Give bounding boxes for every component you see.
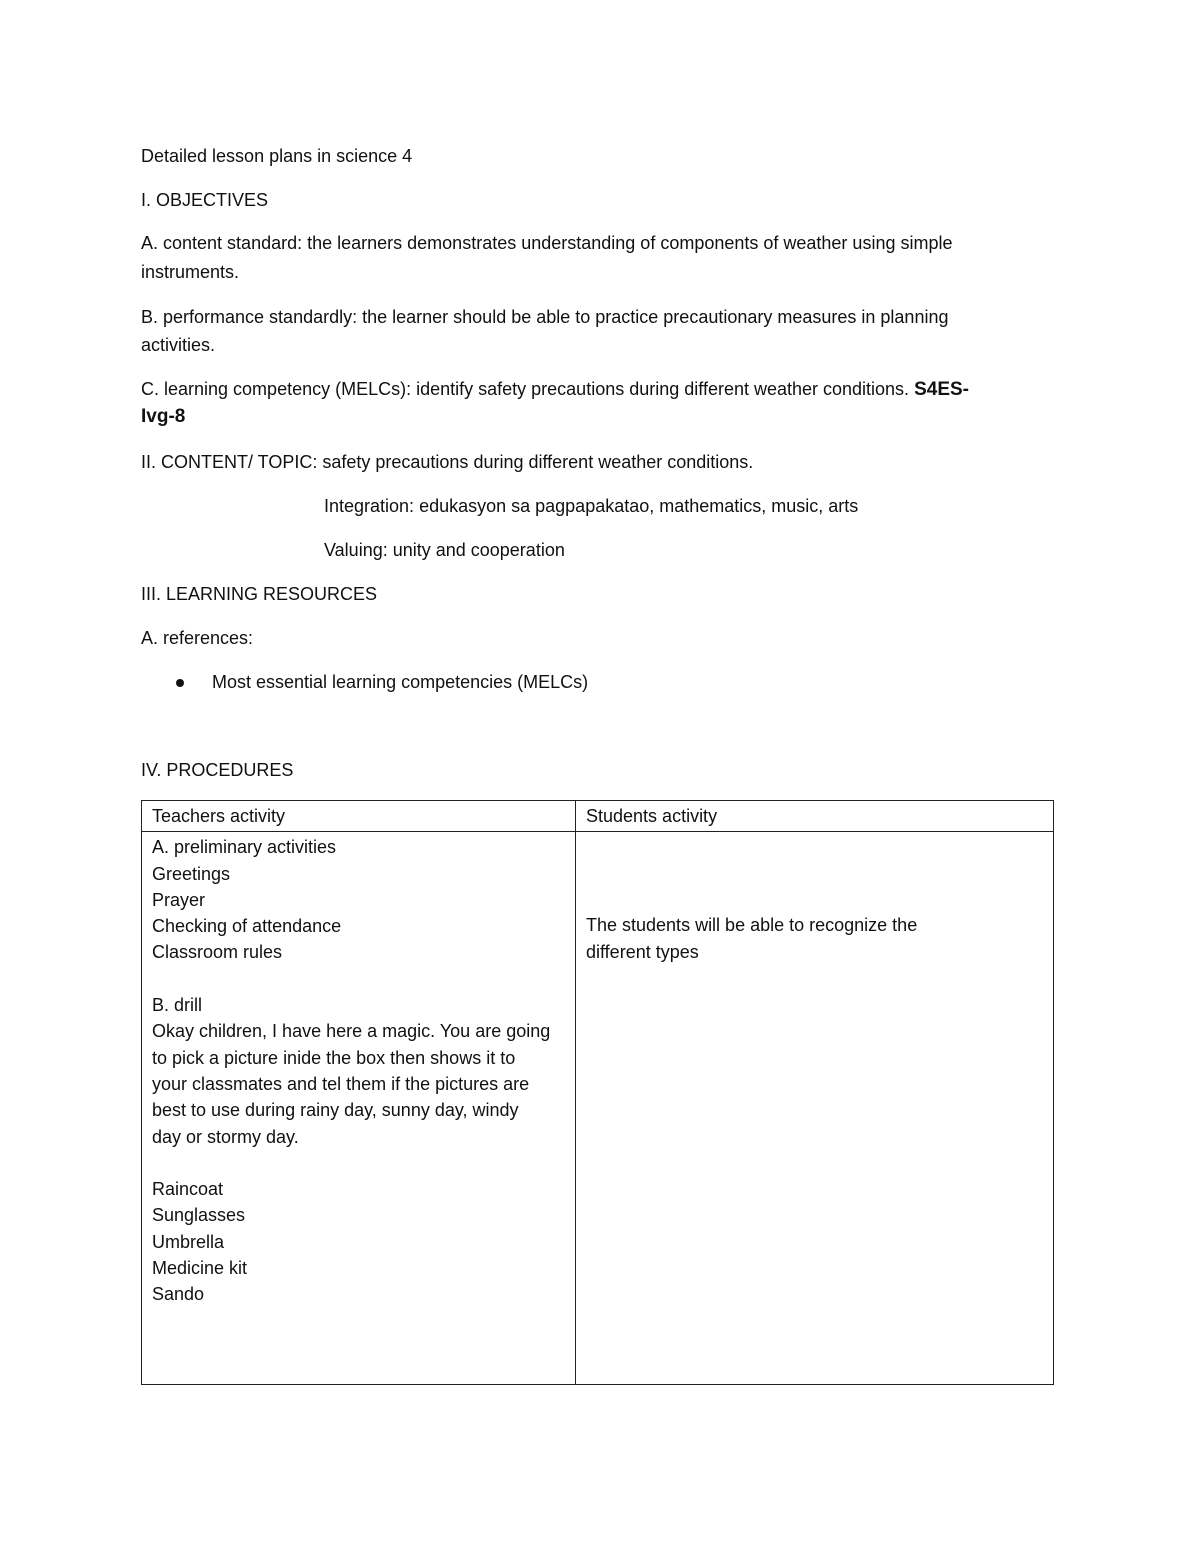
list-item: Sando <box>152 1284 205 1305</box>
list-item: Prayer <box>152 889 206 910</box>
preliminary-label: A. preliminary activities <box>152 837 337 858</box>
procedures-heading: IV. PROCEDURES <box>141 760 294 780</box>
column-header-students: Students activity <box>576 801 1054 832</box>
drill-text-line: Okay children, I have here a magic. You are going <box>152 1021 551 1042</box>
reference-item: Most essential learning competencies (MELCs) <box>212 672 589 692</box>
list-item: Classroom rules <box>152 942 283 963</box>
students-activity-line1: The students will be able to recognize the <box>586 915 918 936</box>
list-item: Raincoat <box>152 1179 224 1200</box>
content-heading: II. CONTENT/ TOPIC: safety precautions during different weather conditions. <box>141 452 754 472</box>
drill-label: B. drill <box>152 995 203 1016</box>
valuing-line: Valuing: unity and cooperation <box>324 540 565 560</box>
list-item: Umbrella <box>152 1231 225 1252</box>
students-activity-line2: different types <box>586 941 699 962</box>
list-item: Sunglasses <box>152 1205 246 1226</box>
objectives-heading: I. OBJECTIVES <box>141 190 269 210</box>
drill-text-line: best to use during rainy day, sunny day, windy <box>152 1100 519 1121</box>
content-standard-line1: A. content standard: the learners demonstrates understanding of components of weather using simple <box>141 233 953 253</box>
integration-line: Integration: edukasyon sa pagpapakatao, mathematics, music, arts <box>324 496 859 516</box>
drill-text-line: your classmates and tel them if the pictures are <box>152 1073 530 1094</box>
learning-competency-line1 <box>141 375 969 404</box>
document-title: Detailed lesson plans in science 4 <box>141 146 413 166</box>
resources-heading: III. LEARNING RESOURCES <box>141 584 378 604</box>
list-item: Checking of attendance <box>152 916 342 937</box>
performance-standard-line2: activities. <box>141 335 216 355</box>
procedures-table <box>141 800 1054 1385</box>
column-header-teachers: Teachers activity <box>142 801 576 832</box>
drill-text-line: to pick a picture inide the box then shows it to <box>152 1047 516 1068</box>
competency-code-part2: Ivg-8 <box>141 406 186 427</box>
table-header-row <box>142 801 1054 832</box>
drill-text-line: day or stormy day. <box>152 1126 299 1147</box>
spacer <box>152 966 565 992</box>
list-item: Medicine kit <box>152 1258 248 1279</box>
table-row <box>142 832 1054 1385</box>
teachers-activity-cell <box>142 832 576 1385</box>
references-label: A. references: <box>141 628 254 648</box>
bullet-icon <box>176 679 184 687</box>
learning-competency-text: C. learning competency (MELCs): identify safety precautions during different weather conditions. <box>141 379 910 399</box>
content-standard-line2: instruments. <box>141 262 240 282</box>
students-activity-cell <box>576 832 1054 1385</box>
list-item: Greetings <box>152 863 231 884</box>
performance-standard-line1: B. performance standardly: the learner should be able to practice precautionary measures in planning <box>141 307 949 327</box>
competency-code-part1: S4ES- <box>914 379 969 400</box>
spacer <box>152 1150 565 1176</box>
